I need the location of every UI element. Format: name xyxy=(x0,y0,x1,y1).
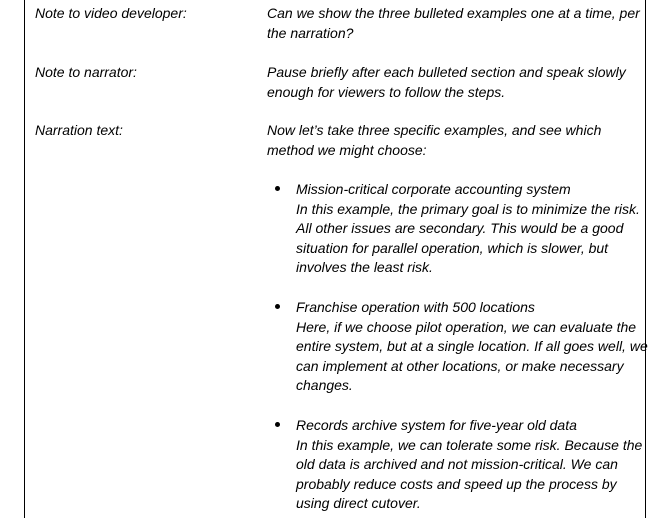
bullet-text xyxy=(296,416,648,514)
row-label: Note to narrator: xyxy=(35,64,137,80)
row-content xyxy=(267,63,647,102)
bullet-text xyxy=(296,298,648,396)
bullet-body: Here, if we choose pilot operation, we can evaluate the entire system, but at a single location. If all goes well, we can implement at other locations, or make necessary changes. xyxy=(296,318,648,393)
row-content xyxy=(267,121,648,511)
row-content xyxy=(267,4,647,43)
bullet-icon xyxy=(275,186,280,191)
row-label: Note to video developer: xyxy=(35,5,187,21)
bullet-title: Franchise operation with 500 locations xyxy=(296,299,535,315)
row-text: Can we show the three bulleted examples one at a time, per the narration? xyxy=(267,5,640,41)
bullet-text xyxy=(296,180,648,278)
row-text: Now let’s take three specific examples, and see which method we might choose: xyxy=(267,122,602,158)
bullet-title: Records archive system for five-year old data xyxy=(296,417,577,433)
bullet-body: In this example, we can tolerate some risk. Because the old data is archived and not mission-critical. We can probably reduce costs and speed up the process by using direct cutover. xyxy=(296,436,643,511)
row-label: Narration text: xyxy=(35,122,123,138)
bullet-body: In this example, the primary goal is to minimize the risk. All other issues are secondary. This would be a good situation for parallel operation, which is slower, but involves the least risk. xyxy=(296,200,640,275)
bullet-title: Mission-critical corporate accounting system xyxy=(296,181,571,197)
bullet-icon xyxy=(275,304,280,309)
row-text: Pause briefly after each bulleted section and speak slowly enough for viewers to follow the steps. xyxy=(267,64,626,100)
bullet-icon xyxy=(275,422,280,427)
script-table xyxy=(24,0,646,518)
